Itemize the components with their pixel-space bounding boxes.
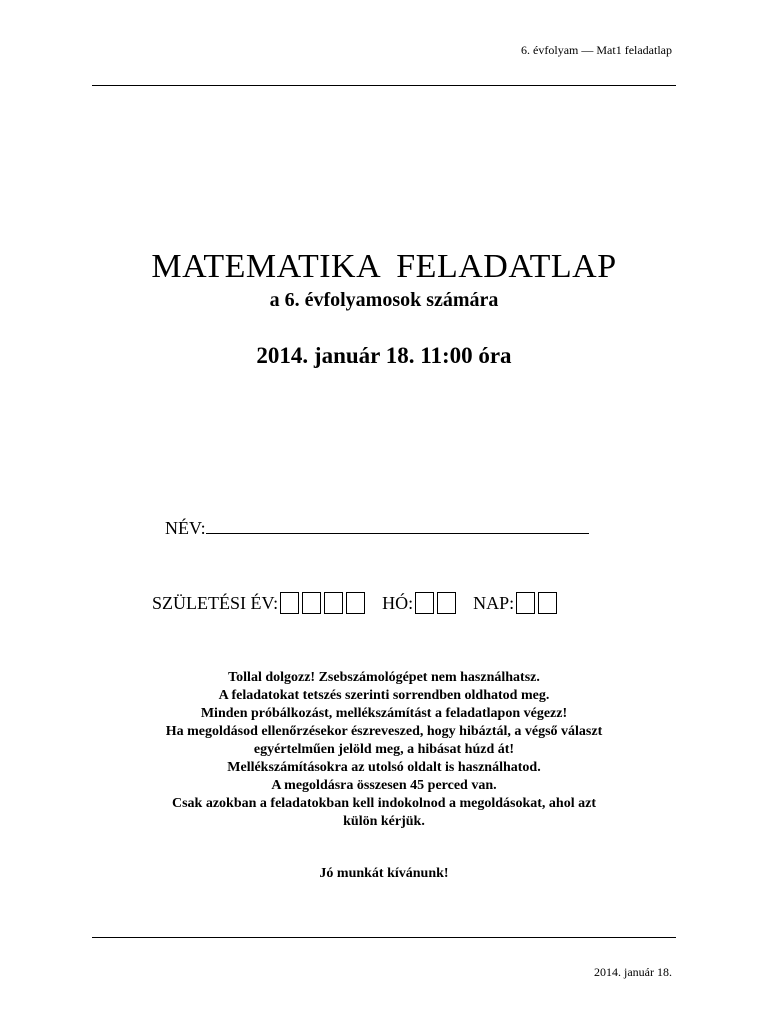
day-boxes bbox=[516, 592, 560, 614]
instruction-line: A feladatokat tetszés szerinti sorrendben oldhatod meg. bbox=[218, 688, 550, 703]
exam-date-time: 2014. január 18. 11:00 óra bbox=[256, 343, 512, 368]
day-digit-box[interactable] bbox=[538, 592, 557, 614]
footer-divider bbox=[92, 937, 676, 938]
birth-year-digit-box[interactable] bbox=[346, 592, 365, 614]
birth-date-row bbox=[152, 592, 560, 614]
instruction-line: Tollal dolgozz! Zsebszámológépet nem használhatsz. bbox=[228, 670, 540, 685]
name-label: NÉV: bbox=[165, 518, 206, 538]
header-divider bbox=[92, 85, 676, 86]
month-boxes bbox=[415, 592, 459, 614]
month-label: HÓ: bbox=[382, 592, 414, 613]
instruction-line: Minden próbálkozást, mellékszámítást a feladatlapon végezz! bbox=[200, 706, 568, 721]
instruction-line: A megoldásra összesen 45 perced van. bbox=[271, 778, 497, 793]
month-digit-box[interactable] bbox=[415, 592, 434, 614]
birth-year-digit-box[interactable] bbox=[280, 592, 299, 614]
document-subtitle: a 6. évfolyamosok számára bbox=[269, 289, 499, 311]
instruction-line: Ha megoldásod ellenőrzésekor észreveszed, hogy hibáztál, a végső választ bbox=[165, 724, 603, 739]
closing-wish: Jó munkát kívánunk! bbox=[319, 866, 449, 881]
day-label: NAP: bbox=[473, 592, 515, 613]
day-digit-box[interactable] bbox=[516, 592, 535, 614]
name-field-row bbox=[165, 515, 589, 539]
birth-year-label: SZÜLETÉSI ÉV: bbox=[152, 592, 279, 613]
birth-year-boxes bbox=[280, 592, 368, 614]
footer-date: 2014. január 18. bbox=[594, 965, 672, 979]
instructions-block bbox=[0, 669, 768, 831]
instruction-line: külön kérjük. bbox=[343, 814, 425, 829]
birth-year-digit-box[interactable] bbox=[302, 592, 321, 614]
month-digit-box[interactable] bbox=[437, 592, 456, 614]
name-input-line[interactable] bbox=[206, 515, 589, 534]
instruction-line: Mellékszámításokra az utolsó oldalt is használhatod. bbox=[227, 760, 541, 775]
instruction-line: egyértelműen jelöld meg, a hibásat húzd át! bbox=[253, 742, 515, 757]
birth-year-digit-box[interactable] bbox=[324, 592, 343, 614]
document-title: MATEMATIKA FELADATLAP bbox=[151, 248, 617, 285]
instruction-line: Csak azokban a feladatokban kell indokolnod a megoldásokat, ahol azt bbox=[172, 796, 596, 811]
running-header: 6. évfolyam — Mat1 feladatlap bbox=[521, 43, 672, 57]
